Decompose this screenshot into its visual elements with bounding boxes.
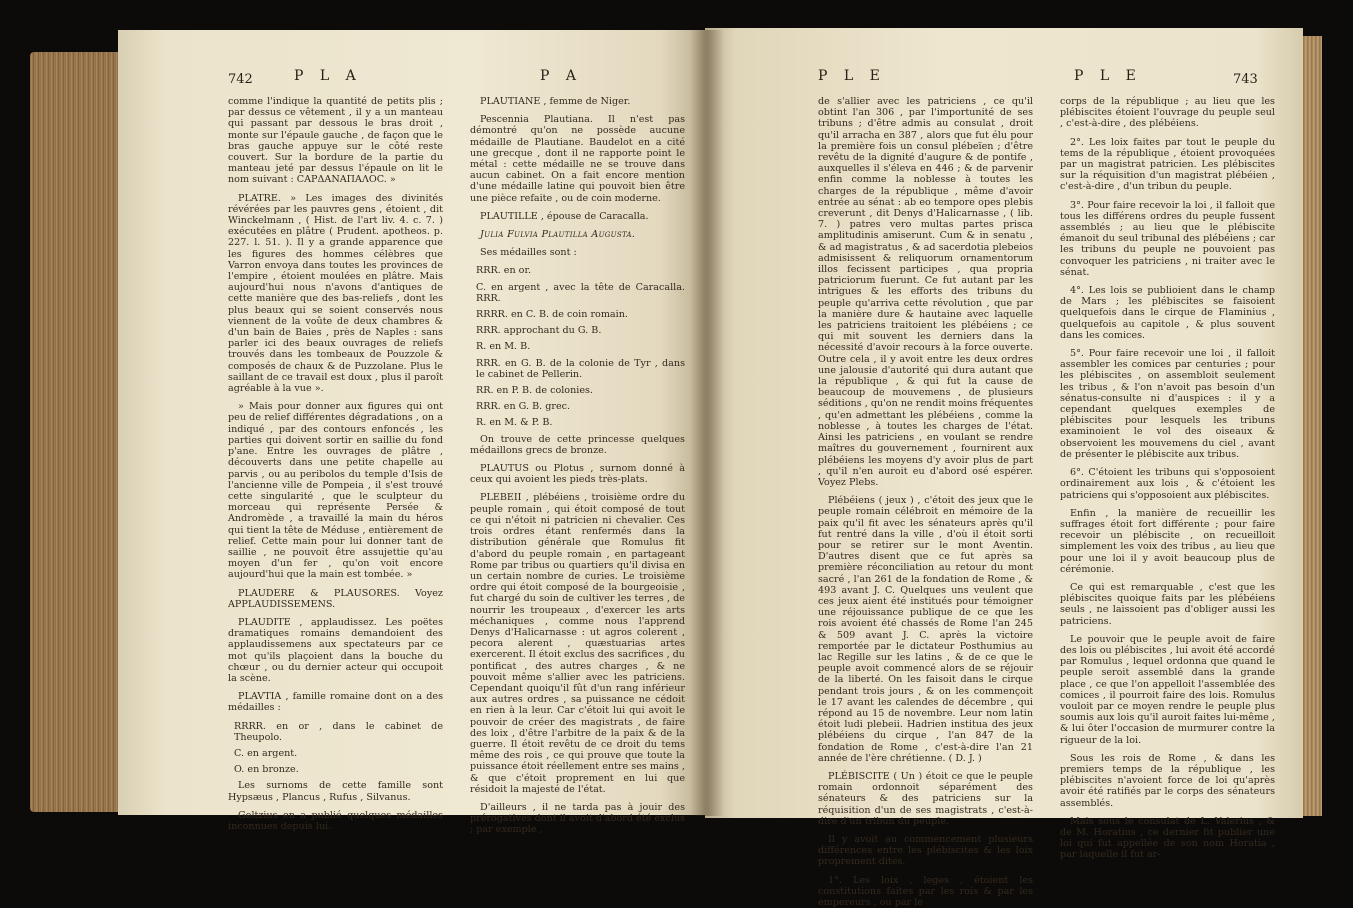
- medal-list-item: C. en argent.: [234, 747, 298, 759]
- paragraph: de s'allier avec les patriciens , ce qu'il obtint l'an 306 , par l'importunité de ses tribuns ; d'être admis au consulat , droit qu'il arracha en 387 , alors que fut élu pour la première fois un consul plébeïen ; d'être revêtu de la dignité d'augure & de pontife , auxquelles il s'éleva en 446 ; & de parvenir enfin comme la noblesse à toutes les charges de la république , même d'avoir entrée au sénat : ab eo tempore opes plebis creverunt , dit Denys d'Halicarnasse , ( lib. 7. ) patres vero multas partes prisca amplitudinis amiserunt. Cum & in senatu , & ad magistratus , & ad sacerdotia plebeios admisissent & reliquorum ornamentorum illos fecissent participes , qua propria patriciorum fuerunt. Ce fut autant par les intrigues & les efforts des tribuns du peuple qu'arriva cette révolution , que par la manière dure & hautaine avec laquelle les patriciens traitoient les plébéiens ; ce qui mit souvent les derniers dans la nécessité d'avoir recours à la force ouverte. Outre cela , il y avoit entre les deux ordres une jalousie d'autorité qui dura autant que la république , & qui fut la cause de beaucoup de mouvemens , de plusieurs séditions , qu'on ne rendit moins fréquentes , qu'en admettant les plébéiens , comme la noblesse , à toutes les charges de l'état. Ainsi les patriciens , en voulant se rendre maîtres du gouvernement , fournirent aux plébéiens les moyens d'y avoir plus de part , qu'il n'en auroit eu d'abord osé espérer. Voyez Plebs.: [818, 96, 1033, 488]
- paragraph: D'ailleurs , il ne tarda pas à jouir des prérogatives dont il avoit d'abord été exclus ; par exemple ,: [470, 801, 685, 836]
- entry-plautus: PLAUTUS ou Plotus , surnom donné à ceux qui avoient les pieds très-plats.: [470, 463, 685, 486]
- right-page-column-1: [818, 96, 1033, 908]
- paragraph: Ses médailles sont :: [480, 247, 577, 259]
- paragraph: 5°. Pour faire recevoir une loi , il falloit assembler les comices par centuries ; pour les plébiscites , on assembloit seulement les tribus , & l'on n'avoit pas besoin d'un sénatus-consulte ni d'auspices : il y a cependant quelques exemples de plébiscites pour lesquels les tribuns examinoient le vol des oiseaux & observoient les mouvemens du ciel , avant de présenter le plébiscite aux tribus.: [1060, 348, 1275, 460]
- book-gutter: [690, 30, 724, 816]
- right-running-head-2: P L E: [1074, 68, 1142, 84]
- entry-plebeii: PLEBEII , plébéiens , troisième ordre du peuple romain , qui étoit composé de tout ce qui n'étoit ni patricien ni chevalier. Ces trois ordres étant renfermés dans la distribution générale que Romulus fit d'abord du peuple romain , en partageant Rome par tribus ou quartiers qu'il divisa en un certain nombre de curies. Le troisième ordre qui étoit composé de la bourgeoisie , fut chargé du soin de cultiver les terres , de nourrir les troupeaux , d'exercer les arts méchaniques , comme nous l'apprend Denys d'Halicarnasse : ut agros colerent , pecora alerent , quæstuarias artes exercerent. Il étoit exclus des sacrifices , du pontificat , des autres charges , & ne pouvoit même s'allier avec les patriciens. Cependant quoiqu'il fût d'un rang inférieur aux autres ordres , sa puissance ne cédoit en rien à la leur. Car c'étoit lui qui avoit le pouvoir de créer des magistrats , de faire des loix , d'être l'arbitre de la paix & de la guerre. Il étoit revêtu de ce droit du tems même des rois , ce qui prouve que toute la puissance étoit réellement entre ses mains , & que c'étoit proprement en lui que résidoit la majesté de l'état.: [470, 492, 685, 795]
- page-edges-right: [1300, 36, 1322, 816]
- paragraph: Julia Fulvia Plautilla Augusta.: [480, 229, 636, 241]
- paragraph: Goltzius en a publié quelques médailles inconnues depuis lui.: [228, 809, 443, 832]
- left-page-number: 742: [228, 72, 253, 87]
- left-page-column-2: [470, 96, 685, 836]
- right-running-head-1: P L E: [818, 68, 886, 84]
- paragraph: 4°. Les lois se publioient dans le champ de Mars ; les plébiscites se faisoient quelquefois dans le cirque de Flaminius , quelquefois au capitole , & plus souvent dans les comices.: [1060, 285, 1275, 341]
- paragraph: 2°. Les loix faites par tout le peuple du tems de la république , étoient provoquées par un magistrat patricien. Les plébiscites sur la réquisition d'un magistrat plébéien , c'est-à-dire , d'un tribun du peuple.: [1060, 136, 1275, 193]
- paragraph: comme l'indique la quantité de petits plis ; par dessus ce vêtement , il y a un manteau qui passant par dessous le bras droit , monte sur l'épaule gauche , de façon que le bras gauche appuye sur le côté reste couvert. Sur la bordure de la partie du manteau jeté par dessus l'épaule on lit le nom suivant : CAPΔANAΠAΛOC. »: [228, 96, 443, 186]
- paragraph: Pescennia Plautiana. Il n'est pas démontré qu'on ne possède aucune médaille de Plautiane. Baudelot en a cité une grecque , dont il ne rapporte point le métal : cette médaille ne se trouve dans aucun cabinet. On a fait encore mention d'une médaille latine qui pouvoit bien être une pièce refaite , ou de coin moderne.: [470, 114, 685, 204]
- entry-plautille: PLAUTILLE , épouse de Caracalla.: [480, 210, 649, 222]
- medal-list-item: R. en M. & P. B.: [476, 417, 553, 429]
- medal-list-item: RRR. en G. B. de la colonie de Tyr , dans le cabinet de Pellerin.: [476, 357, 685, 380]
- paragraph: Sous les rois de Rome , & dans les premiers temps de la république , les plébiscites n'avoient force de loi qu'après avoir été ratifiés par le corps des sénateurs assemblés.: [1060, 752, 1275, 809]
- paragraph: Mais sous le consulat de L. Valerius , & de M. Horatius , ce dernier fit publier une loi qui fut appellée de son nom Horatia , par laquelle il fut ar-: [1060, 815, 1275, 861]
- medal-list-item: O. en bronze.: [234, 764, 299, 776]
- medal-list-item: RR. en P. B. de colonies.: [476, 385, 593, 397]
- right-page-column-2: [1060, 96, 1275, 861]
- paragraph: 1°. Les loix , leges , étoient les constitutions faites par les rois & par les empereurs , ou par le: [818, 874, 1033, 908]
- entry-plebiscite: PLÉBISCITE ( Un ) étoit ce que le peuple romain ordonnoit séparément des sénateurs & des patriciens sur la réquisition d'un de ses magistrats , c'est-à-dire d'un tribun du peuple.: [818, 770, 1033, 827]
- entry-plaudere: PLAUDERE & PLAUSORES. Voyez APPLAUDISSEMENS.: [228, 587, 443, 610]
- medal-list-item: RRRR. en or , dans le cabinet de Theupolo.: [234, 720, 443, 743]
- paragraph: On trouve de cette princesse quelques médaillons grecs de bronze.: [470, 433, 685, 456]
- medal-list-item: R. en M. B.: [476, 341, 531, 353]
- right-page-number: 743: [1233, 72, 1258, 87]
- paragraph: » Mais pour donner aux figures qui ont peu de relief différentes dégradations , on a indiqué , par des contours enfoncés , les parties qui doivent sortir en saillie du fond p'ane. Entre les ouvrages de plâtre , découverts dans une petite chapelle au parvis , ou au peribolos du temple d'Isis de l'ancienne ville de Pompeia , il s'est trouvé cette singularité , que le sculpteur du morceau qui représente Persée & Andromède , a travaillé la main du héros qui tient la tête de Méduse , entièrement de relief. Cette main pour lui donner tant de saillie , ne pouvoit être assujettie qu'au moyen d'un fer , qu'on voit encore aujourd'hui que la main est tombée. »: [228, 401, 443, 581]
- medal-list-item: RRRR. en C. B. de coin romain.: [476, 309, 628, 321]
- entry-plavtia: PLAVTIA , famille romaine dont on a des médailles :: [228, 691, 443, 714]
- paragraph: 3°. Pour faire recevoir la loi , il falloit que tous les différens ordres du peuple fussent assemblés ; au lieu que le plébiscite émanoit du seul tribunal des plébéiens ; car les tribuns du peuple ne pouvoient pas convoquer les patriciens , ni traiter avec le sénat.: [1060, 199, 1275, 278]
- medal-list-item: RRR. approchant du G. B.: [476, 325, 602, 337]
- paragraph: Ce qui est remarquable , c'est que les plébiscites quoique faits par les plébéiens seuls , ne laissoient pas d'obliger aussi les patriciens.: [1060, 581, 1275, 627]
- paragraph: Enfin , la manière de recueillir les suffrages étoit fort différente ; pour faire recevoir un plébiscite , on recueilloit simplement les voix des tribus , au lieu que pour une loi il y avoit beaucoup plus de cérémonie.: [1060, 507, 1275, 575]
- entry-plaudite: PLAUDITE , applaudissez. Les poëtes dramatiques romains demandoient des applaudissemens aux spectateurs par ce mot qu'ils plaçoient dans la bouche du chœur , ou du dernier acteur qui occupoit la scène.: [228, 616, 443, 684]
- entry-plebeiens-jeux: Plébéiens ( jeux ) , c'étoit des jeux que le peuple romain célébroit en mémoire de la paix qu'il fit avec les sénateurs après qu'il fut rentré dans la ville , d'où il étoit sorti pour se retirer sur le mont Aventin. D'autres disent que ce fut après sa première réconciliation au retour du mont sacré , l'an 261 de la fondation de Rome , & 493 avant J. C. Quelques uns veulent que ces jeux aient été institués pour témoigner une réjouissance publique de ce que les rois avoient été chassés de Rome l'an 245 & 509 avant J. C. après la victoire remportée par le dictateur Posthumius au lac Regille sur les latins , & de ce que le peuple avoit commencé alors de se réjouir de la liberté. On les faisoit dans le cirque pendant trois jours , & on les commençoit le 17 avant les calendes de décembre , qui répond au 15 de novembre. Leur nom latin étoit ludi plebeii. Hadrien institua des jeux plébéiens du cirque , l'an 847 de la fondation de Rome , c'est-à-dire l'an 21 année de l'ère chrétienne. ( D. J. ): [818, 495, 1033, 764]
- medal-list-item: C. en argent , avec la tête de Caracalla. RRR.: [476, 281, 685, 304]
- entry-plautiane: PLAUTIANE , femme de Niger.: [480, 96, 631, 107]
- paragraph: Il y avoit au commencement plusieurs différences entre les plébiscites & les loix proprement dites.: [818, 834, 1033, 868]
- medal-list-item: RRR. en or.: [476, 265, 532, 277]
- paragraph: Le pouvoir que le peuple avoit de faire des lois ou plébiscites , lui avoit été accordé par Romulus , lequel ordonna que quand le peuple seroit assemblé dans la grande place , ce que l'on appelloit l'assemblée des comices , il pourroit faire des lois. Romulus vouloit par ce moyen rendre le peuple plus soumis aux lois qu'il auroit faites lui-même , & lui ôter l'occasion de murmurer contre la rigueur de la loi.: [1060, 633, 1275, 746]
- medal-list-item: RRR. en G. B. grec.: [476, 401, 571, 413]
- left-running-head-1: P L A: [294, 68, 362, 84]
- left-page-column-1: [228, 96, 443, 832]
- paragraph: Les surnoms de cette famille sont Hypsæus , Plancus , Rufus , Silvanus.: [228, 780, 443, 803]
- paragraph: corps de la république ; au lieu que les plébiscites étoient l'ouvrage du peuple seul , c'est-à-dire , des plébéiens.: [1060, 96, 1275, 130]
- paragraph: 6°. C'étoient les tribuns qui s'opposoient ordinairement aux lois , & c'étoient les patriciens qui s'opposoient aux plébiscites.: [1060, 467, 1275, 501]
- left-running-head-2: P A: [540, 68, 582, 84]
- entry-platre: PLATRE. » Les images des divinités révérées par les pauvres gens , étoient , dit Winckelmann , ( Hist. de l'art liv. 4. c. 7. ) exécutées en plâtre ( Prudent. apotheos. p. 227. l. 51. ). Il y a grande apparence que les figures des hommes célèbres que Varron envoya dans toutes les provinces de l'empire , étoient moulées en plâtre. Mais aujourd'hui nous n'avons d'antiques de cette manière que des bas-reliefs , dont les plus beaux qui se soient conservés nous viennent de la voûte de deux chambres & d'un bain de Baies , près de Naples : sans parler ici des beaux ouvrages de reliefs trouvés dans les tombeaux de Pouzzole & composés de chaux & de Puzzolane. Plus le saillant de ce travail est doux , plus il paroît agréable à la vue ».: [228, 192, 443, 395]
